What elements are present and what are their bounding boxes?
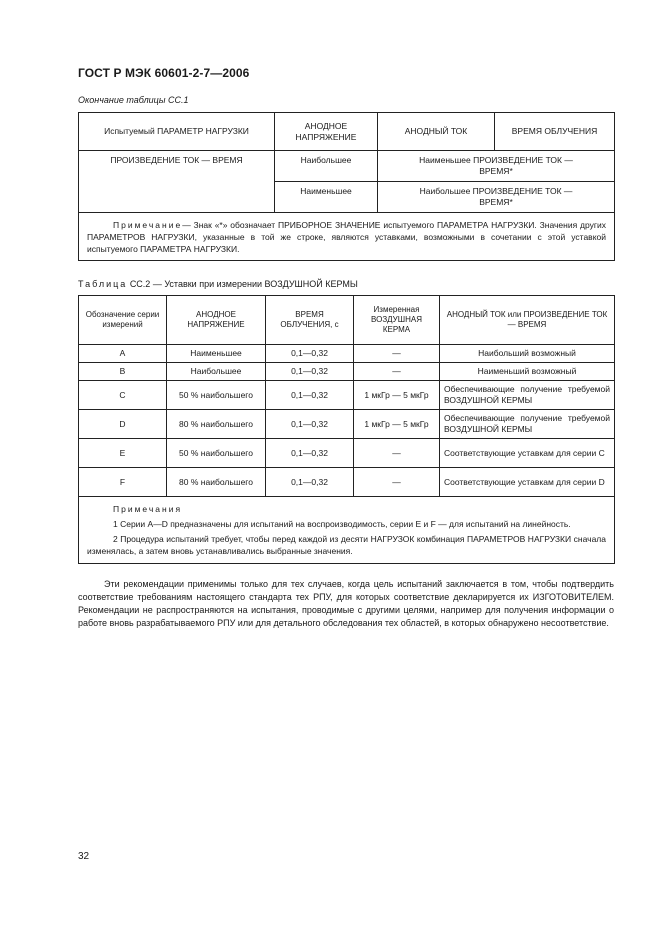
voltage-cell: Наименьшее [275, 182, 378, 213]
time-cell: 0,1—0,32 [266, 381, 354, 410]
table-cc1-end [78, 112, 615, 261]
column-header: АНОДНОЕ НАПРЯЖЕНИЕ [167, 296, 266, 345]
series-cell: C [79, 381, 167, 410]
table-cc2 [78, 295, 615, 564]
table-row [79, 345, 615, 363]
series-cell: B [79, 363, 167, 381]
table-row [79, 410, 615, 439]
param-cell: ПРОИЗВЕДЕНИЕ ТОК — ВРЕМЯ [79, 151, 275, 213]
column-header: АНОДНЫЙ ТОК или ПРОИЗВЕДЕНИЕ ТОК — ВРЕМЯ [440, 296, 615, 345]
kerma-cell: 1 мкГр — 5 мкГр [354, 410, 440, 439]
column-header: ВРЕМЯ ОБЛУЧЕНИЯ, с [266, 296, 354, 345]
series-cell: E [79, 439, 167, 468]
column-header: Испытуемый ПАРАМЕТР НАГРУЗКИ [79, 113, 275, 151]
voltage-cell: 50 % наибольшего [167, 381, 266, 410]
document-title: ГОСТ Р МЭК 60601-2-7—2006 [78, 66, 250, 80]
kerma-cell: — [354, 345, 440, 363]
page-number: 32 [78, 851, 90, 862]
value-cell: Наибольшее ПРОИЗВЕДЕНИЕ ТОК — ВРЕМЯ* [378, 182, 615, 213]
note-1: 1 Серии A—D предназначены для испытаний на воспроизводимость, серии E и F — для испытаний на линейность. [113, 519, 571, 529]
current-cell: Обеспечивающие получение требуемой ВОЗДУШНОЙ КЕРМЫ [440, 381, 615, 410]
time-cell: 0,1—0,32 [266, 363, 354, 381]
voltage-cell: Наименьшее [167, 345, 266, 363]
current-cell: Обеспечивающие получение требуемой ВОЗДУШНОЙ КЕРМЫ [440, 410, 615, 439]
note-row [79, 213, 615, 261]
current-cell: Соответствующие уставкам для серии C [440, 439, 615, 468]
kerma-cell: 1 мкГр — 5 мкГр [354, 381, 440, 410]
value-cell: Наименьшее ПРОИЗВЕДЕНИЕ ТОК — ВРЕМЯ* [378, 151, 615, 182]
note-text: — Знак «*» обозначает ПРИБОРНОЕ ЗНАЧЕНИЕ испытуемого ПАРАМЕТРА НАГРУЗКИ. Значения других ПАРАМЕТРОВ НАГРУЗКИ, указанные в той же строке, являются уставками, возможными в сочетании с этой уставкой испытуемого ПАРАМЕТРА НАГРУЗКИ. [87, 220, 606, 254]
note-lead: Примечание [113, 220, 183, 230]
table1-caption: Окончание таблицы СС.1 [78, 95, 189, 105]
column-header: АНОДНЫЙ ТОК [378, 113, 495, 151]
voltage-cell: 50 % наибольшего [167, 439, 266, 468]
kerma-cell: — [354, 439, 440, 468]
table2-caption [78, 279, 358, 289]
time-cell: 0,1—0,32 [266, 439, 354, 468]
table2-caption-text: СС.2 — Уставки при измерении ВОЗДУШНОЙ КЕРМЫ [129, 279, 358, 289]
voltage-cell: Наибольшее [167, 363, 266, 381]
table-note [79, 213, 615, 261]
column-header: ВРЕМЯ ОБЛУЧЕНИЯ [495, 113, 615, 151]
current-cell: Соответствующие уставкам для серии D [440, 468, 615, 497]
voltage-cell: Наибольшее [275, 151, 378, 182]
series-cell: D [79, 410, 167, 439]
table-row [79, 439, 615, 468]
series-cell: A [79, 345, 167, 363]
voltage-cell: 80 % наибольшего [167, 468, 266, 497]
time-cell: 0,1—0,32 [266, 468, 354, 497]
notes-row [79, 497, 615, 564]
notes-title: Примечания [113, 504, 183, 514]
current-cell: Наибольший возможный [440, 345, 615, 363]
voltage-cell: 80 % наибольшего [167, 410, 266, 439]
paragraph-text: Эти рекомендации применимы только для тех случаев, когда цель испытаний заключается в том, чтобы подтвердить соответствие требованиям настоящего стандарта тех РПУ, для которых соответствие декларируется их ИЗГОТОВИТЕЛЕМ. Рекомендации не распространяются на испытания, проводимые с другими целями, например для получения информации о работе вновь разрабатываемого РПУ или для детального обследования тех областей, в которых обнаружено несоответствие. [78, 579, 614, 628]
table-row [79, 363, 615, 381]
column-header: Измеренная ВОЗДУШНАЯ КЕРМА [354, 296, 440, 345]
table-row [79, 468, 615, 497]
time-cell: 0,1—0,32 [266, 345, 354, 363]
column-header: АНОДНОЕ НАПРЯЖЕНИЕ [275, 113, 378, 151]
table2-caption-lead: Таблица [78, 279, 128, 289]
kerma-cell: — [354, 363, 440, 381]
current-cell: Наименьший возможный [440, 363, 615, 381]
body-paragraph [78, 578, 614, 630]
table-header-row [79, 296, 615, 345]
table-row [79, 381, 615, 410]
table-notes [79, 497, 615, 564]
column-header: Обозначение серии измерений [79, 296, 167, 345]
table-row [79, 151, 615, 182]
kerma-cell: — [354, 468, 440, 497]
table-header-row [79, 113, 615, 151]
time-cell: 0,1—0,32 [266, 410, 354, 439]
note-2: 2 Процедура испытаний требует, чтобы перед каждой из десяти НАГРУЗОК комбинация ПАРАМЕТРОВ НАГРУЗКИ сначала изменялась, а затем вновь устанавливались выбранные значения. [87, 534, 606, 556]
series-cell: F [79, 468, 167, 497]
